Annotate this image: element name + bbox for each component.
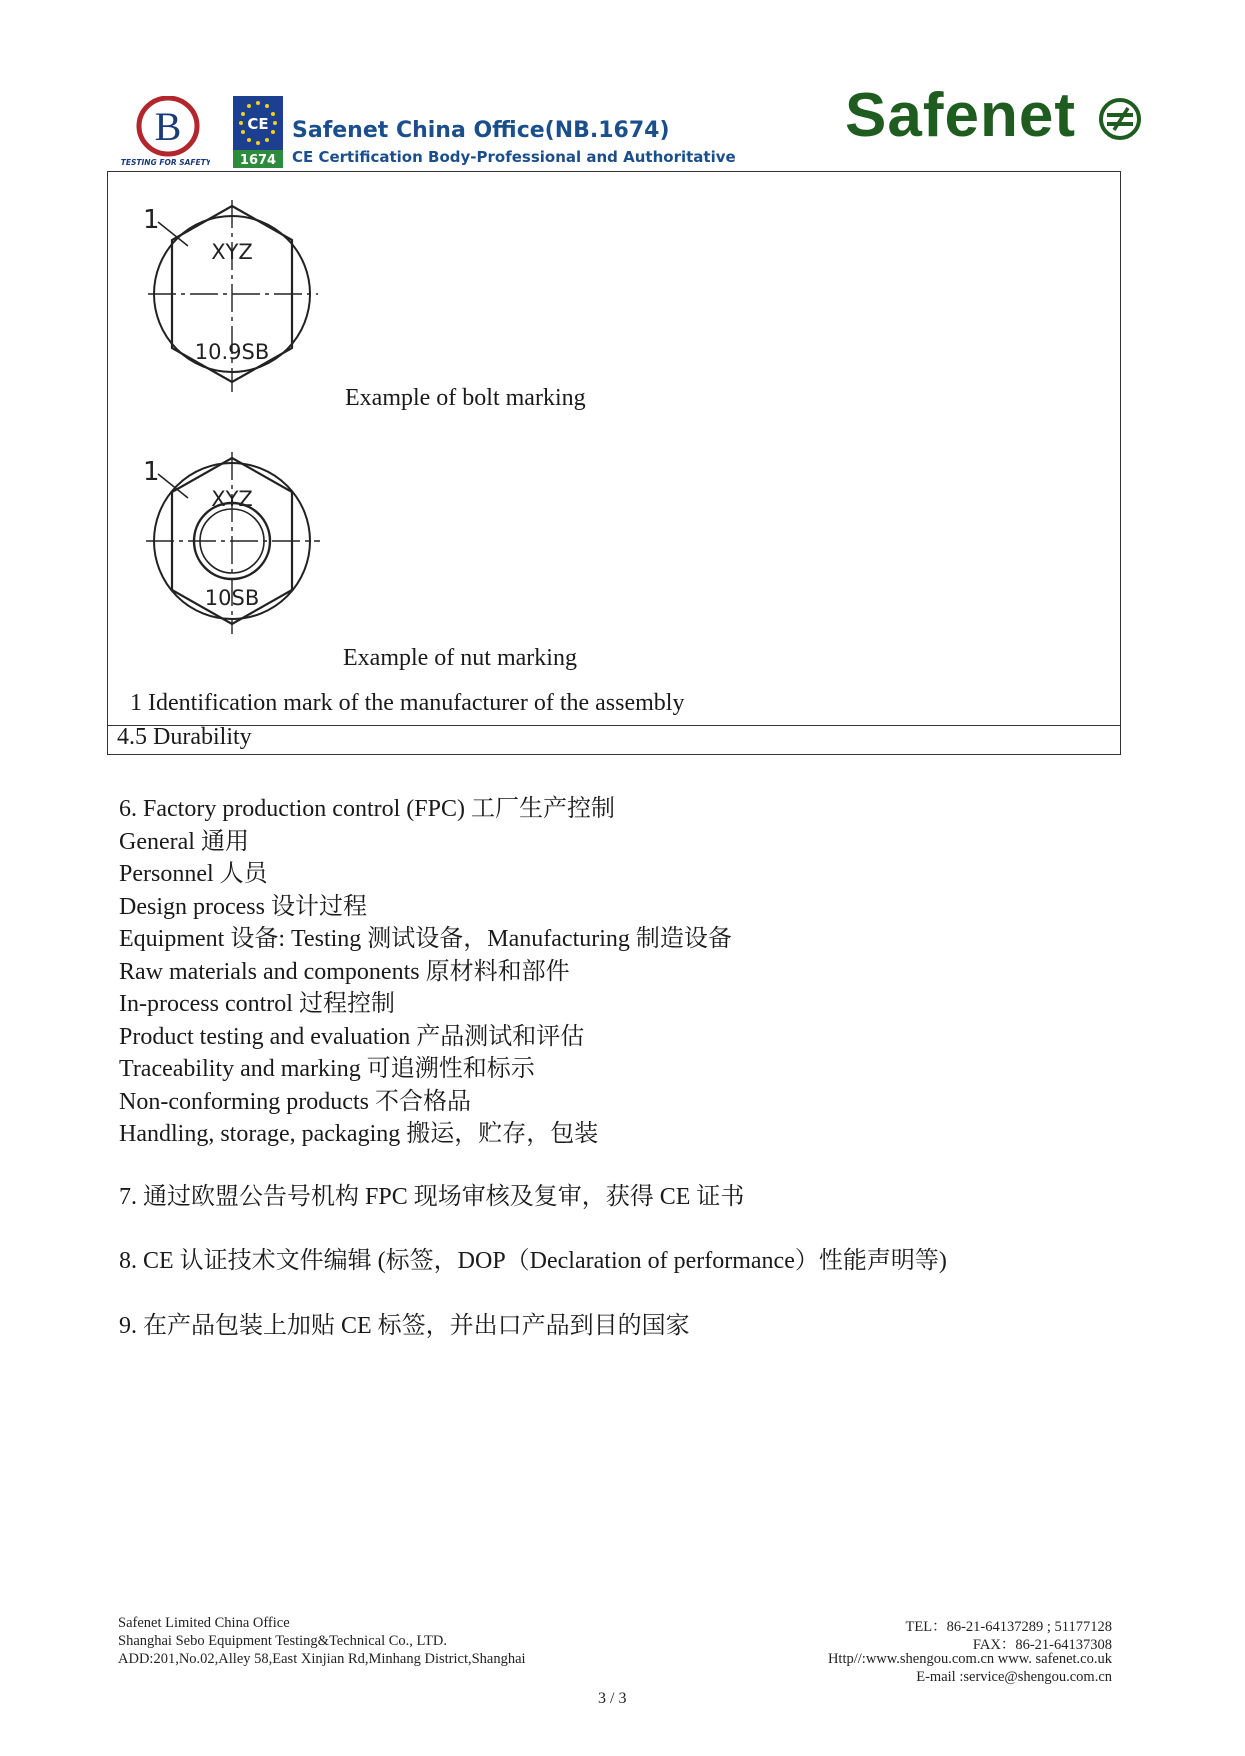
frame-divider: [107, 725, 1121, 726]
page-number: 3 / 3: [598, 1690, 627, 1707]
list-item: Handling, storage, packaging 搬运，贮存，包装: [119, 1121, 599, 1147]
footer-fax: FAX：86-21-64137308: [972, 1637, 1112, 1653]
svg-text:TESTING FOR SAFETY: TESTING FOR SAFETY: [120, 158, 210, 167]
bolt-marking-figure: [140, 198, 330, 398]
svg-text:1: 1: [143, 205, 160, 235]
list-item: Equipment 设备: Testing 测试设备，Manufacturing 制造设备: [119, 926, 732, 952]
svg-text:XYZ: XYZ: [211, 240, 253, 264]
svg-text:10SB: 10SB: [204, 586, 260, 610]
office-subtitle: CE Certification Body-Professional and Authoritative: [292, 148, 736, 166]
list-item: In-process control 过程控制: [119, 991, 395, 1017]
list-item: Product testing and evaluation 产品测试和评估: [119, 1024, 585, 1050]
list-item: Traceability and marking 可追溯性和标示: [119, 1056, 535, 1082]
list-item: Non-conforming products 不合格品: [119, 1089, 471, 1115]
ce-notified-body-logo: [233, 96, 283, 168]
footer-tel: TEL：86-21-64137289 ; 51177128: [905, 1619, 1112, 1635]
nut-marking-figure: [140, 450, 330, 640]
footer-websites: Http//:www.shengou.com.cn www. safenet.co.uk: [827, 1651, 1112, 1667]
bolt-caption: Example of bolt marking: [345, 385, 586, 411]
fpc-heading: 6. Factory production control (FPC) 工厂生产控制: [119, 796, 615, 822]
svg-text:B: B: [154, 104, 182, 149]
step-7: 7. 通过欧盟公告号机构 FPC 现场审核及复审，获得 CE 证书: [119, 1184, 745, 1210]
list-item: General 通用: [119, 829, 249, 855]
safenet-emblem-icon: [1098, 97, 1142, 141]
footer-email: E-mail :service@shengou.com.cn: [916, 1669, 1112, 1685]
list-item: Raw materials and components 原材料和部件: [119, 959, 570, 985]
list-item: Personnel 人员: [119, 861, 268, 887]
svg-text:1674: 1674: [239, 153, 277, 168]
svg-text:10.9SB: 10.9SB: [194, 340, 270, 364]
svg-text:CE: CE: [247, 115, 269, 133]
safenet-brand: Safenet: [845, 81, 1076, 150]
step-8: 8. CE 认证技术文件编辑 (标签，DOP（Declaration of performance）性能声明等): [119, 1248, 947, 1274]
identification-note: 1 Identification mark of the manufacturer of the assembly: [130, 690, 685, 716]
step-9: 9. 在产品包装上加贴 CE 标签，并出口产品到目的国家: [119, 1313, 690, 1339]
nut-caption: Example of nut marking: [343, 645, 577, 671]
footer-company-full: Shanghai Sebo Equipment Testing&Technical Co., LTD.: [118, 1633, 448, 1649]
testing-for-safety-logo: [120, 96, 210, 168]
footer-address: ADD:201,No.02,Alley 58,East Xinjian Rd,Minhang District,Shanghai: [118, 1651, 526, 1667]
section-durability: 4.5 Durability: [117, 724, 252, 750]
office-title: Safenet China Office(NB.1674): [292, 118, 670, 143]
svg-text:1: 1: [143, 457, 160, 487]
footer-company: Safenet Limited China Office: [118, 1615, 290, 1631]
list-item: Design process 设计过程: [119, 894, 367, 920]
svg-text:XYZ: XYZ: [211, 487, 253, 511]
